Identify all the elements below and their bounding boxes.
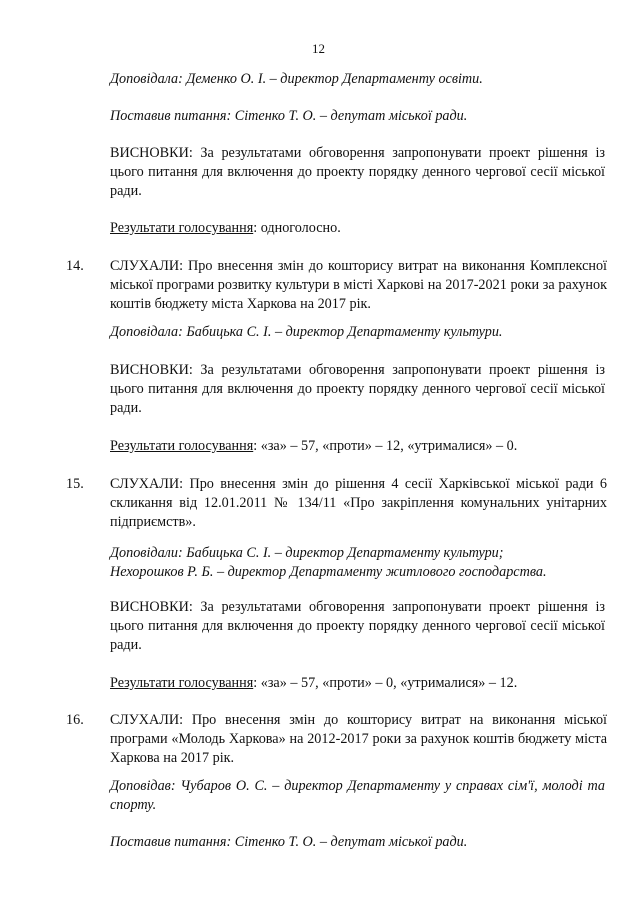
item-number: 15. <box>66 476 84 492</box>
vote-results-value: : «за» – 57, «проти» – 0, «утрималися» – 12. <box>253 675 518 691</box>
item-heard-paragraph: СЛУХАЛИ: Про внесення змін до кошторису витрат на виконання Комплексної міської програми розвитку культури в місті Харкові на 2017-2021 роки за рахунок коштів бюджету міста Харкова на 2017 рік. <box>110 258 607 312</box>
question-raised-line: Поставив питання: Сітенко Т. О. – депутат міської ради. <box>110 108 468 124</box>
reporter-line: Доповідала: Деменко О. І. – директор Департаменту освіти. <box>110 71 483 87</box>
item-heard-paragraph: СЛУХАЛИ: Про внесення змін до рішення 4 сесії Харківської міської ради 6 скликання від 12.01.2011 № 134/11 «Про закріплення комунальних унітарних підприємств». <box>110 476 607 530</box>
item-number: 14. <box>66 258 84 274</box>
item-number: 16. <box>66 712 84 728</box>
vote-results-value: : одноголосно. <box>253 220 341 236</box>
item-heard-paragraph: СЛУХАЛИ: Про внесення змін до кошторису витрат на виконання міської програми «Молодь Харкова» на 2012-2017 роки за рахунок коштів бюджету міста Харкова на 2017 рік. <box>110 712 607 766</box>
reporter-line: Нехорошков Р. Б. – директор Департаменту житлового господарства. <box>110 564 547 580</box>
vote-results-value: : «за» – 57, «проти» – 12, «утрималися» – 0. <box>253 438 518 454</box>
vote-results-line <box>110 219 605 238</box>
reporter-line: Доповідала: Бабицька С. І. – директор Департаменту культури. <box>110 324 503 340</box>
page-number: 12 <box>312 41 325 56</box>
conclusion-paragraph: ВИСНОВКИ: За результатами обговорення запропонувати проект рішення із цього питання для включення до проекту порядку денного чергової сесії міської ради. <box>110 599 605 653</box>
vote-results-label: Результати голосування <box>110 675 254 691</box>
reporter-line: Доповідав: Чубаров О. С. – директор Департаменту у справах сім'ї, молоді та спорту. <box>110 778 605 813</box>
vote-results-label: Результати голосування <box>110 220 254 236</box>
vote-results-line <box>110 437 605 456</box>
vote-results-label: Результати голосування <box>110 438 254 454</box>
conclusion-paragraph: ВИСНОВКИ: За результатами обговорення запропонувати проект рішення із цього питання для включення до проекту порядку денного чергової сесії міської ради. <box>110 362 605 416</box>
reporter-line: Доповідали: Бабицька С. І. – директор Департаменту культури; <box>110 545 504 561</box>
vote-results-line <box>110 674 605 693</box>
conclusion-paragraph: ВИСНОВКИ: За результатами обговорення запропонувати проект рішення із цього питання для включення до проекту порядку денного чергової сесії міської ради. <box>110 145 605 199</box>
question-raised-line: Поставив питання: Сітенко Т. О. – депутат міської ради. <box>110 834 468 850</box>
